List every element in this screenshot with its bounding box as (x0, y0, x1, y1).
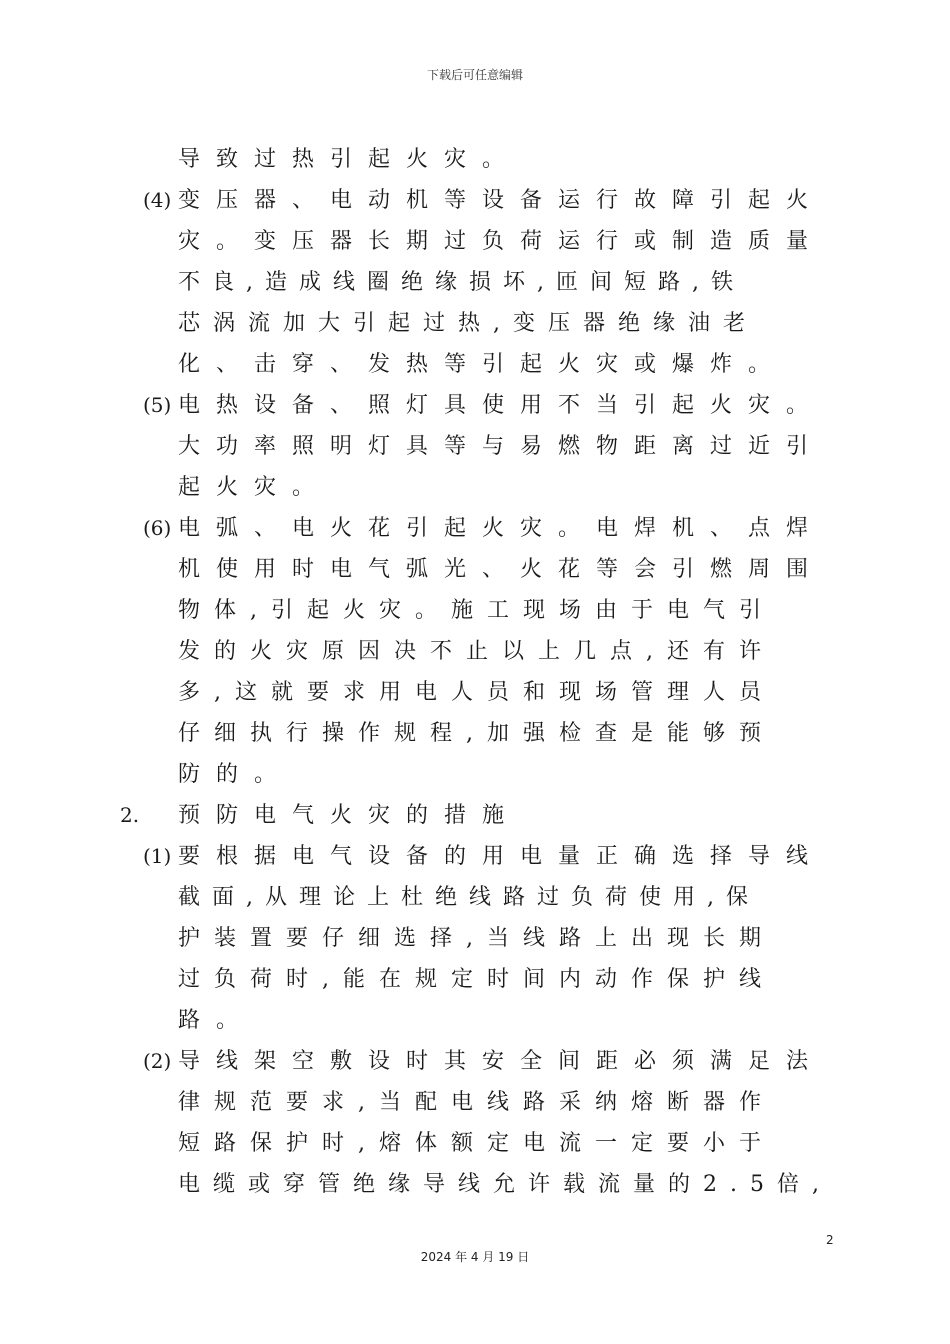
list-marker: (2) (143, 1049, 172, 1073)
list-marker: (1) (143, 844, 172, 868)
text-line: 仔细执行操作规程,加强检查是能够预 (178, 721, 775, 746)
text-line: 变压器、电动机等设备运行故障引起火 (178, 188, 825, 213)
text-line: 机使用时电气弧光、火花等会引燃周围 (178, 557, 825, 582)
text-line: 灾。变压器长期过负荷运行或制造质量 (178, 229, 825, 254)
page-number: 2 (826, 1233, 834, 1247)
text-line: 截面,从理论上杜绝线路过负荷使用,保 (178, 885, 760, 910)
text-line: 起火灾。 (178, 475, 331, 500)
text-line: 电弧、电火花引起火灾。电焊机、点焊 (178, 516, 825, 541)
text-line: 过负荷时,能在规定时间内动作保护线 (178, 967, 775, 992)
text-line: 物体,引起火灾。施工现场由于电气引 (178, 598, 775, 623)
footer-date: 2024 年 4 月 19 日 (420, 1250, 530, 1264)
text-line: 电热设备、照灯具使用不当引起火灾。 (178, 393, 825, 418)
text-line: 不良,造成线圈绝缘损坏,匝间短路,铁 (178, 270, 745, 295)
text-line: 电缆或穿管绝缘导线允许载流量的2.5倍, (178, 1172, 832, 1197)
text-line: 短路保护时,熔体额定电流一定要小于 (178, 1131, 775, 1156)
text-line: 护装置要仔细选择,当线路上出现长期 (178, 926, 775, 951)
text-line: 大功率照明灯具等与易燃物距离过近引 (178, 434, 825, 459)
text-line: 导线架空敷设时其安全间距必须满足法 (178, 1049, 825, 1074)
text-line: 要根据电气设备的用电量正确选择导线 (178, 844, 825, 869)
text-line: 律规范要求,当配电线路采纳熔断器作 (178, 1090, 775, 1115)
list-marker: (5) (143, 393, 172, 417)
section-heading: 预防电气火灾的措施 (178, 803, 521, 828)
text-line: 路。 (178, 1008, 255, 1033)
page-header: 下载后可任意编辑 (426, 68, 523, 82)
text-line: 防的。 (178, 762, 293, 787)
text-line: 芯涡流加大引起过热,变压器绝缘油老 (178, 311, 758, 336)
section-number: 2. (120, 803, 140, 827)
text-line: 化、击穿、发热等引起火灾或爆炸。 (178, 352, 787, 377)
list-marker: (4) (143, 188, 172, 212)
text-line: 多,这就要求用电人员和现场管理人员 (178, 680, 775, 705)
list-marker: (6) (143, 516, 172, 540)
text-line: 导致过热引起火灾。 (178, 147, 521, 172)
text-line: 发的火灾原因决不止以上几点,还有许 (178, 639, 775, 664)
